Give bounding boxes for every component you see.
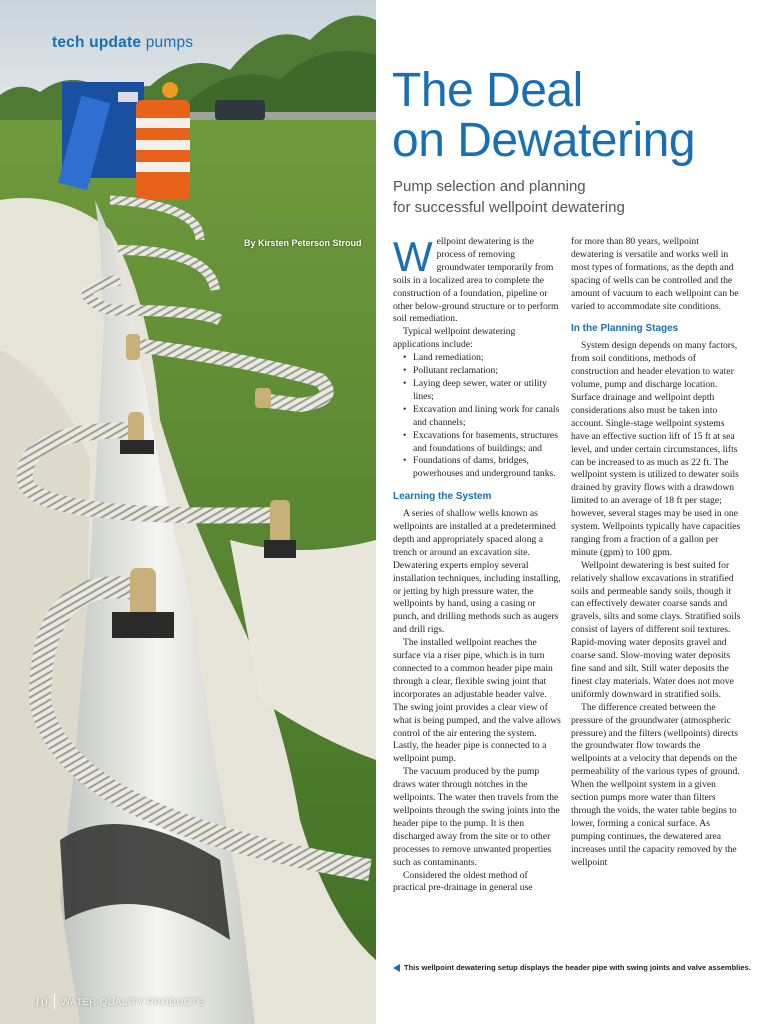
headline-line-1: The Deal [392, 64, 583, 117]
article-column-2 [571, 236, 741, 870]
page-number: 10 [34, 994, 48, 1009]
subhead-planning: In the Planning Stages [571, 323, 679, 335]
article-photo [0, 0, 376, 1024]
list-item: • Excavations for basements, structures and foundations of buildings; and [413, 430, 563, 456]
body-paragraph: System design depends on many factors, from soil conditions, methods of construction and header elevation to water volume, pump and discharge location. Surface drainage and wellpoint depth considerations also must be taken into account. Single-stage wellpoint systems have an effective suction lift of 15 ft at sea level, and under certain circumstances, lifts can be increased to as much as 22 ft. The wellpoint system is utilized to dewater soils drained by gravity flows with a drawdown limited to an average of 18 ft per stage; however, several stages may be used in one system. Wellpoints typically have capacities ranging from a fraction of a gallon per minute (gpm) to 100 gpm. [571, 340, 741, 558]
body-paragraph: Wellpoint dewatering is best suited for relatively shallow excavations in stratified soils and permeable sandy soils, though it can effectively dewater coarse sands and gravels, silts and some clays. Stratified soils consist of layers of different soil textures. Rapid-moving water deposits gravel and coarse sand. Slow-moving water deposits fine sand and silt. Still water deposits the finest clay materials. Water does not move uniformly downward in stratified soils. [571, 559, 741, 700]
body-paragraph: Considered the oldest method of practical pre-drainage in general use [393, 869, 533, 894]
caption-text: This wellpoint dewatering setup displays the header pipe with swing joints and valve assemblies. [404, 963, 751, 972]
footer-divider [54, 994, 55, 1010]
body-paragraph: A series of shallow wells known as wellpoints are installed at a predetermined depth and appropriately spaced along a trench or around an excavation site. Dewatering experts employ several installation techniques, including installing, or jetting by high pressure water, the wellpoints by hand, using a casing or punch, and drilling methods such as augers and drill rigs. [393, 508, 561, 636]
deck-line-2: for successful wellpoint dewatering [393, 199, 625, 216]
photo-caption [393, 963, 753, 972]
list-item: • Land remediation; [413, 352, 563, 365]
intro-text: ellpoint dewatering is the process of removing groundwater temporarily from soils in a localized area to complete the construction of a foundation, pipeline or other below-ground structure or to perform soil remediation. [393, 236, 559, 325]
applications-intro: Typical wellpoint dewatering applications include: [393, 326, 516, 351]
dropcap: W [393, 233, 433, 280]
list-item: • Foundations of dams, bridges, powerhouses and underground tanks. [413, 455, 563, 481]
intro-paragraph [393, 233, 563, 326]
headline [392, 66, 762, 166]
section-tag-bold: tech update [52, 34, 142, 51]
body-paragraph: The installed wellpoint reaches the surface via a riser pipe, which is in turn connected to a common header pipe main through a clear, flexible swing joint that incorporates an adjustable header valve. The swing joint provides a clear view of what is being pumped, and the valve allows control of the air entering the system. Lastly, the header pipe is connected to a wellpoint pump. [393, 637, 561, 765]
headline-line-2: on Dewatering [392, 114, 696, 167]
deck [393, 176, 753, 218]
body-paragraph: for more than 80 years, wellpoint dewatering is versatile and works well in most types of formations, as the depth and spacing of wells can be controlled and the amount of vacuum to each wellpoint can be varied to accommodate site conditions. [571, 236, 739, 312]
section-tag-light: pumps [145, 34, 194, 51]
body-paragraph: The vacuum produced by the pump draws water through notches in the wellpoints. The water then travels from the wellpoints through the swing joints into the header pipe to the pump. It is then discharged away from the site or to other processes to remove unwanted properties such as contaminants. [393, 766, 560, 868]
section-tag [52, 34, 193, 52]
magazine-name: WATER QUALITY PRODUCTS [61, 996, 205, 1008]
wellpoint-photo [0, 0, 376, 1024]
list-item: • Excavation and lining work for canals and channels; [413, 404, 563, 430]
article-column-1 [393, 233, 563, 895]
list-item: • Laying deep sewer, water or utility lines; [413, 378, 563, 404]
body-paragraph: The difference created between the pressure of the groundwater (atmospheric pressure) and the filters (wellpoints) directs the groundwater flow towards the wellpoints at a velocity that depends on the permeability of the various types of ground. When the wellpoint system in a given section pumps more water than filters through the voids, the water table begins to lower, forming a conical surface. As pumping continues, the dewatered area increases until the capacity removed by the wellpoint [571, 701, 740, 868]
byline: By Kirsten Peterson Stroud [244, 238, 362, 248]
page-footer [34, 994, 204, 1010]
applications-list [393, 352, 563, 481]
deck-line-1: Pump selection and planning [393, 178, 586, 195]
subhead-learning: Learning the System [393, 491, 492, 503]
list-item: • Pollutant reclamation; [413, 365, 563, 378]
caption-arrow-icon [393, 964, 400, 972]
